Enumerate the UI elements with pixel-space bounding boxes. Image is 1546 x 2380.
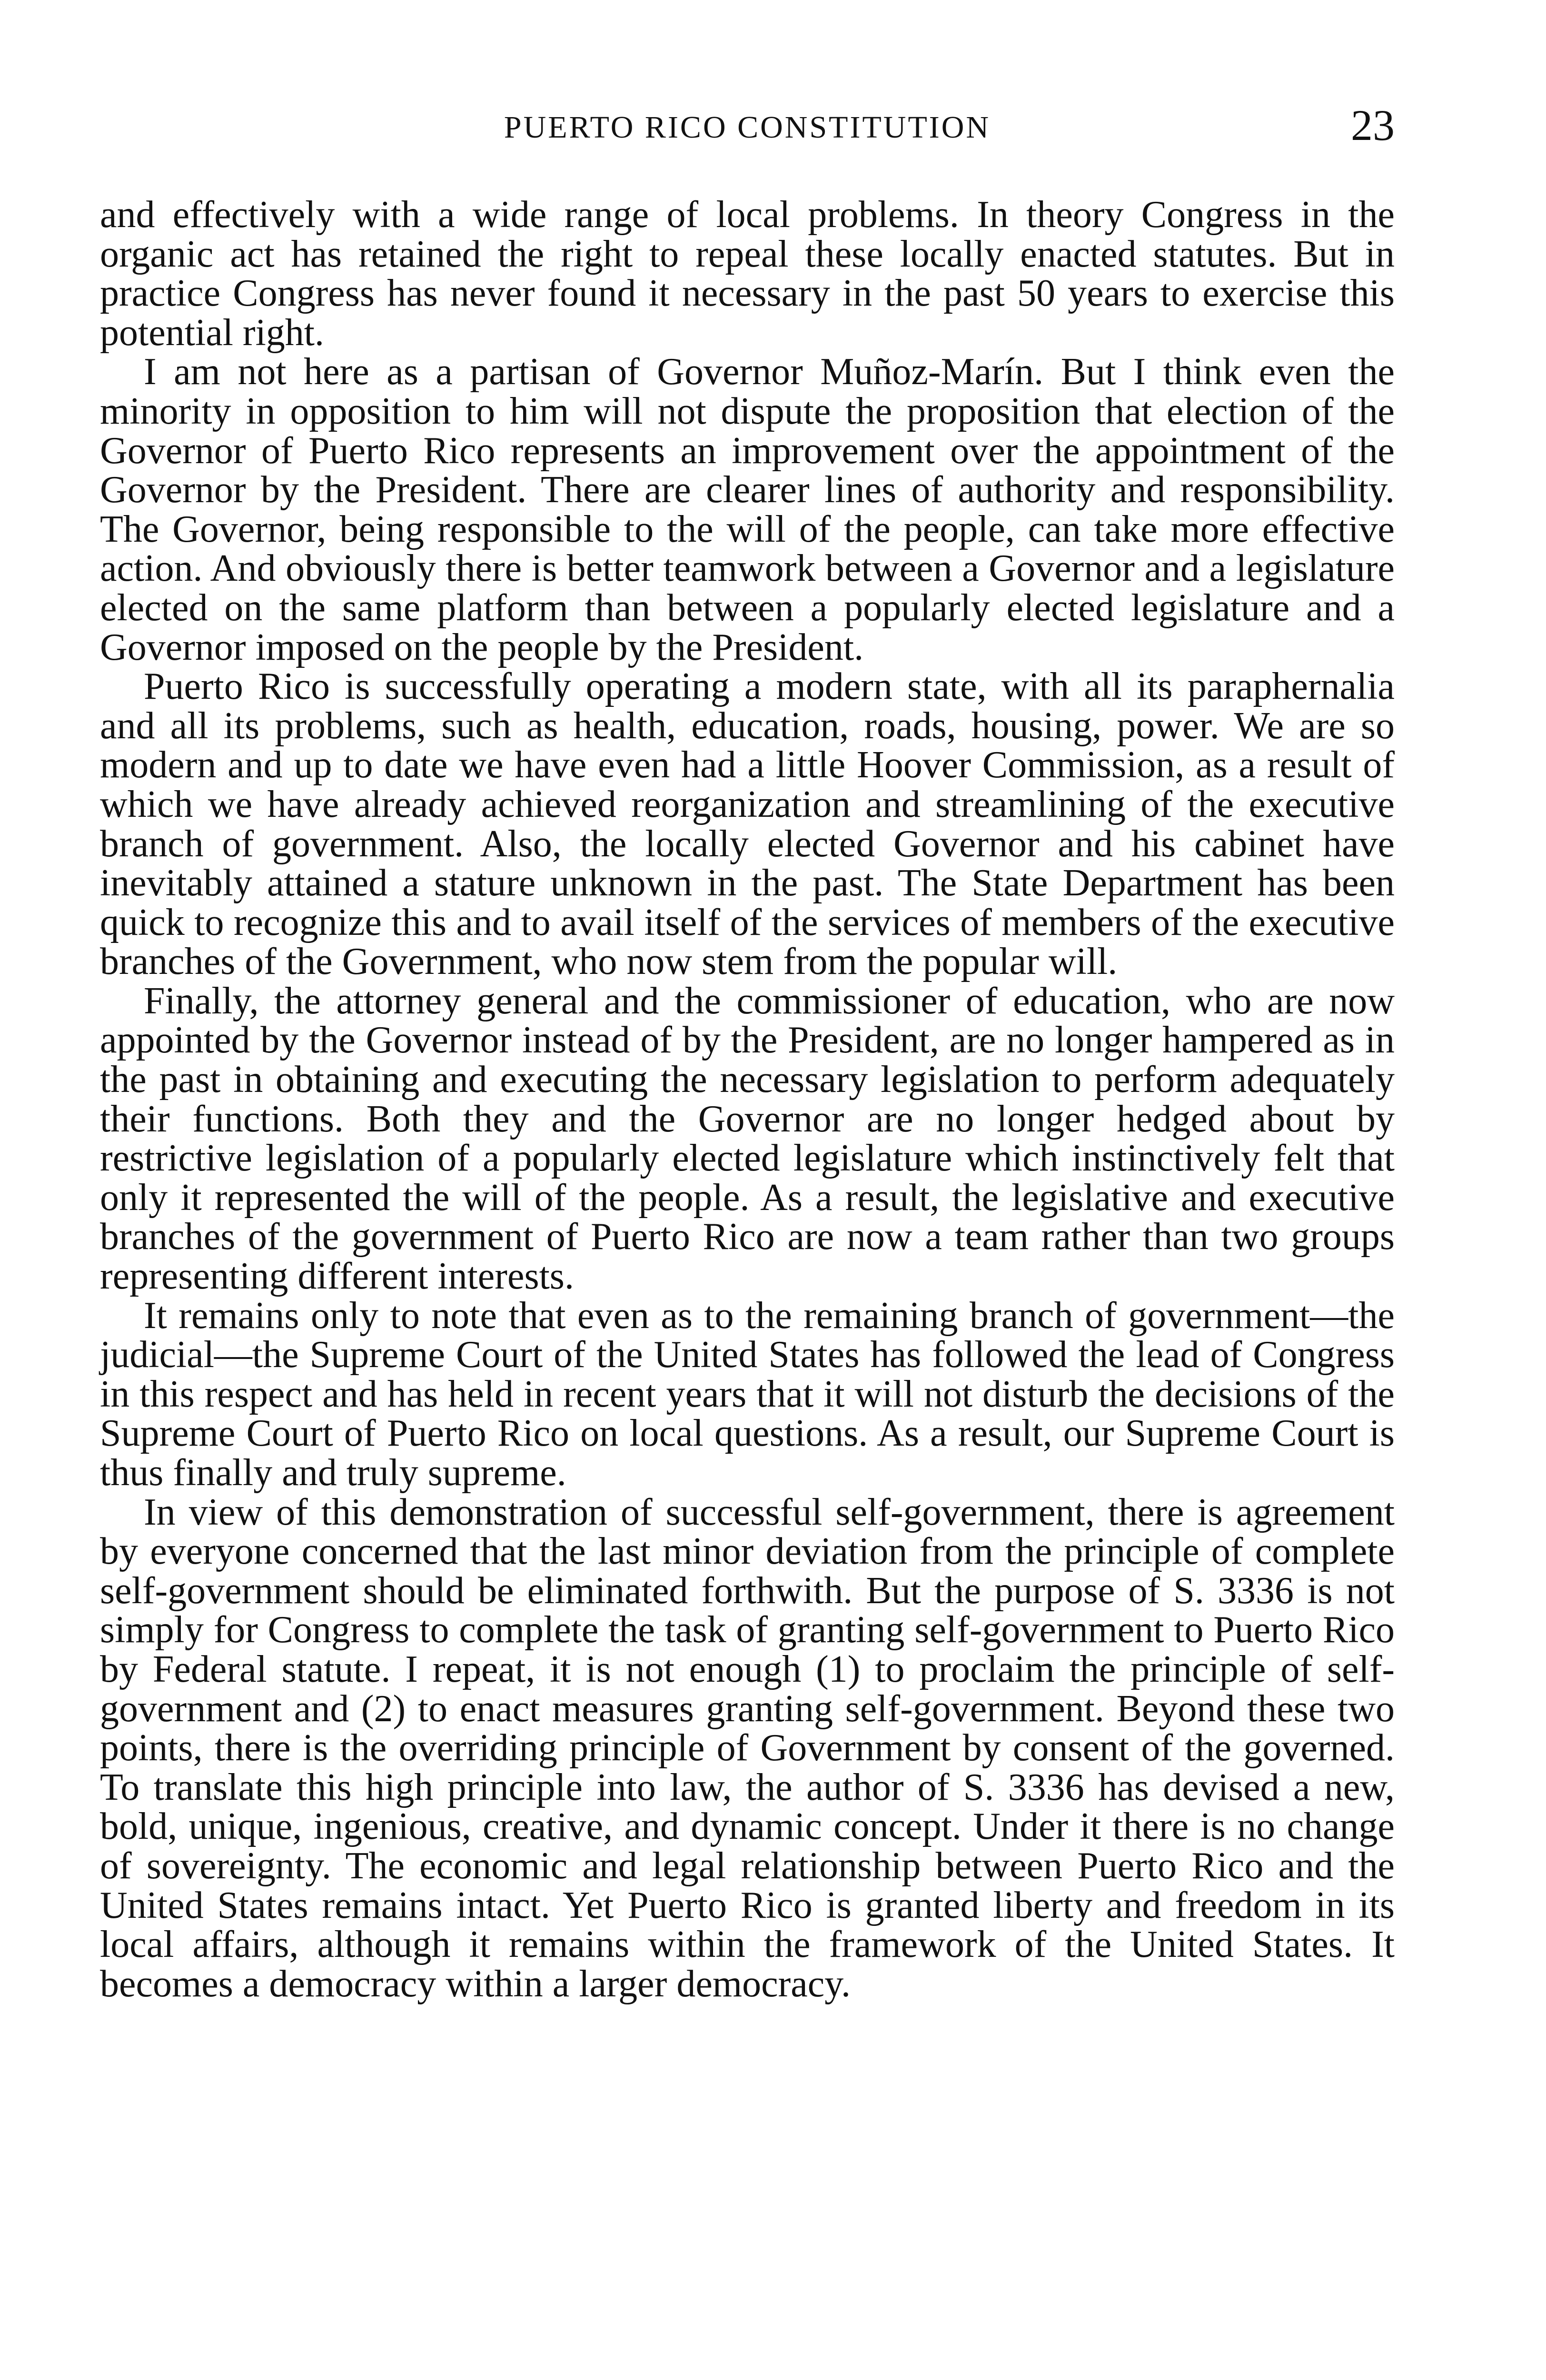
page-number: 23 (1351, 101, 1395, 149)
running-header (100, 100, 1395, 152)
paragraph: In view of this demonstration of successful self-government, there is agreement by everyone concerned that the last minor deviation from the principle of complete self-government should be eliminated forthwith. But the purpose of S. 3336 is not simply for Congress to complete the task of granting self-government to Puerto Rico by Federal statute. I repeat, it is not enough (1) to proclaim the principle of self-government and (2) to enact measures granting self-government. Beyond these two points, there is the overriding principle of Government by consent of the governed. To translate this high principle into law, the author of S. 3336 has devised a new, bold, unique, ingenious, creative, and dynamic concept. Under it there is no change of sovereignty. The economic and legal relationship between Puerto Rico and the United States remains intact. Yet Puerto Rico is granted liberty and freedom in its local affairs, although it remains within the framework of the United States. It becomes a democracy within a larger democracy. (100, 1491, 1395, 2005)
body-text (100, 195, 1395, 2003)
paragraph-continued: and effectively with a wide range of local problems. In theory Congress in the organic act has retained the right to repeal these locally enacted statutes. But in practice Congress has never found it necessary in the past 50 years to exercise this potential right. (100, 194, 1395, 354)
paragraph: Finally, the attorney general and the commissioner of education, who are now appointed by the Governor instead of by the President, are no longer hampered as in the past in obtaining and executing the necessary legislation to perform adequately their functions. Both they and the Governor are no longer hedged about by restrictive legislation of a popularly elected legislature which instinctively felt that only it represented the will of the people. As a result, the legislative and executive branches of the government of Puerto Rico are now a team rather than two groups representing different interests. (100, 980, 1395, 1298)
paragraph: It remains only to note that even as to the remaining branch of government—the judicial—the Supreme Court of the United States has followed the lead of Congress in this respect and has held in recent years that it will not disturb the decisions of the Supreme Court of Puerto Rico on local questions. As a result, our Supreme Court is thus finally and truly supreme. (100, 1294, 1395, 1494)
running-title: PUERTO RICO CONSTITUTION (504, 110, 991, 145)
paragraph: Puerto Rico is successfully operating a modern state, with all its paraphernalia and all its problems, such as health, education, roads, housing, power. We are so modern and up to date we have even had a little Hoover Commission, as a result of which we have already achieved reorganization and streamlining of the executive branch of government. Also, the locally elected Governor and his cabinet have inevitably attained a stature unknown in the past. The State Department has been quick to recognize this and to avail itself of the services of members of the executive branches of the Government, who now stem from the popular will. (100, 665, 1395, 983)
paragraph: I am not here as a partisan of Governor Muñoz-Marín. But I think even the minority in opposition to him will not dispute the proposition that election of the Governor of Puerto Rico represents an improvement over the appointment of the Governor by the President. There are clearer lines of authority and responsibility. The Governor, being responsible to the will of the people, can take more effective action. And obviously there is better teamwork between a Governor and a legislature elected on the same platform than between a popularly elected legislature and a Governor imposed on the people by the President. (100, 351, 1395, 668)
